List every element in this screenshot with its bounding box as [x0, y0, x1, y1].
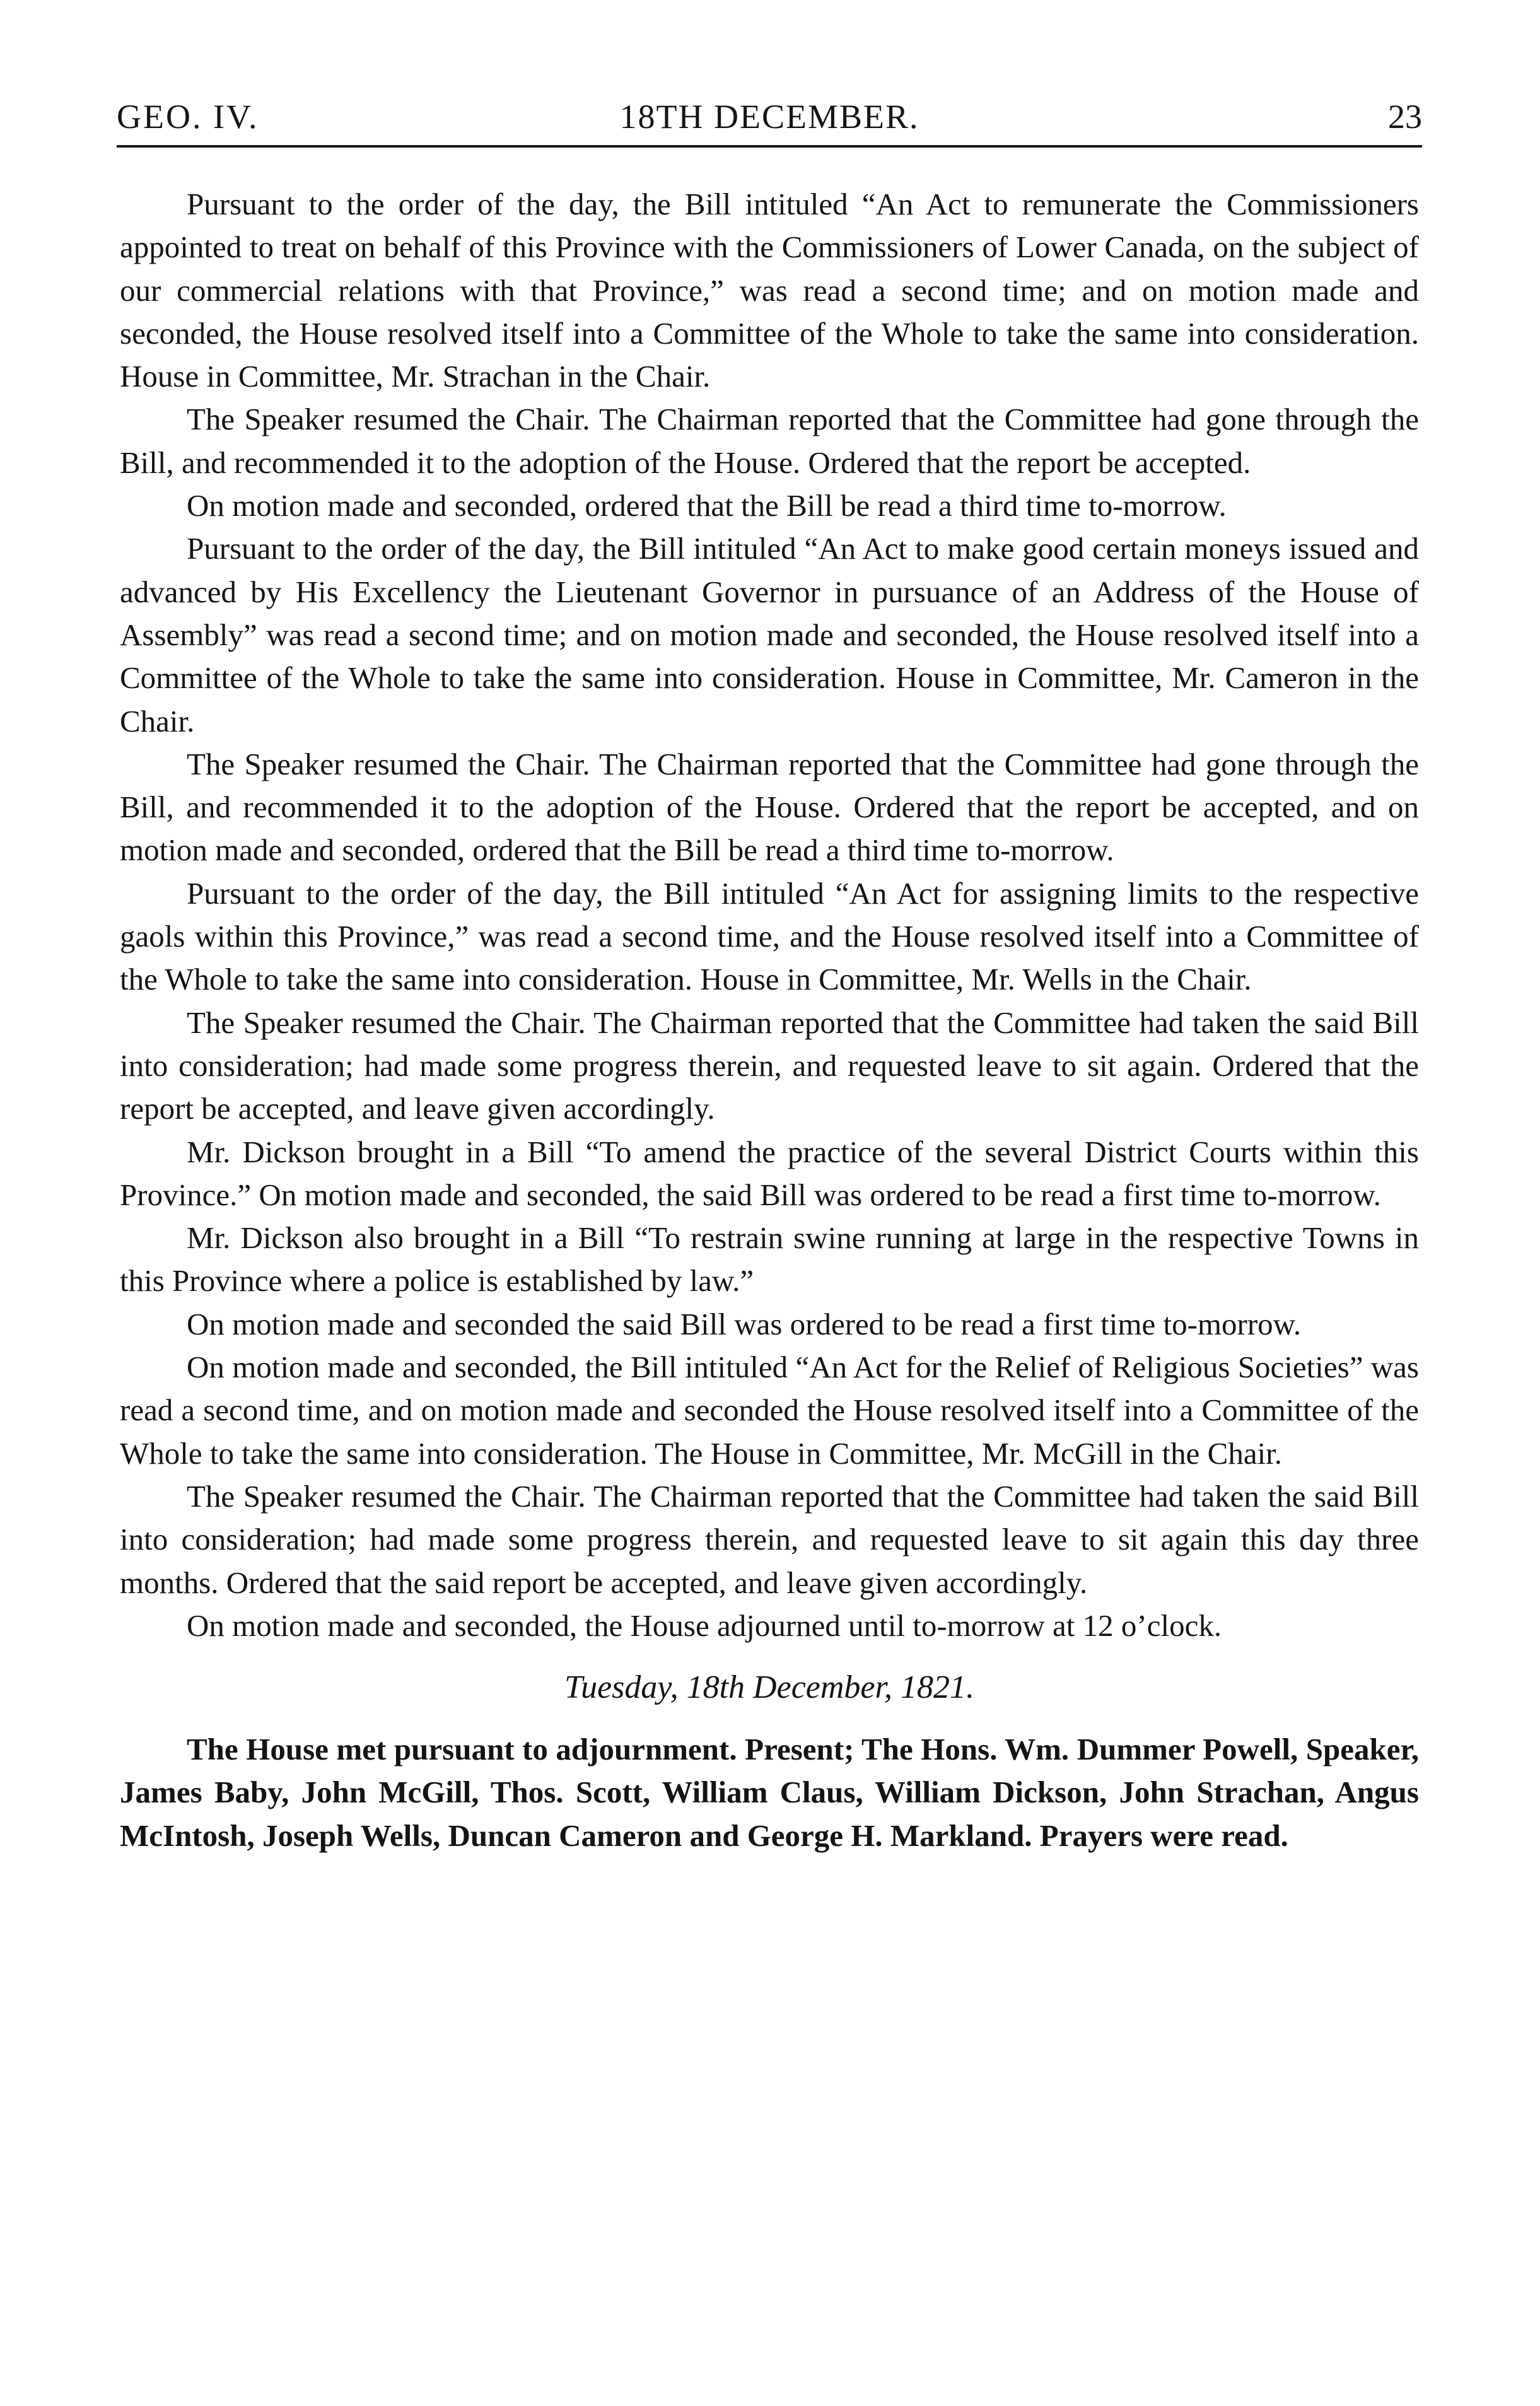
paragraph: On motion made and seconded, the Bill intituled “An Act for the Relief of Religious Societies” was read a second time, and on motion made and seconded the House resolved itself into a Committee of the Whole to take the same into consideration. The House in Committee, Mr. McGill in the Chair. [120, 1350, 1419, 1471]
paragraph: Pursuant to the order of the day, the Bill intituled “An Act to remunerate the Commissioners appointed to treat on behalf of this Province with the Commissioners of Lower Canada, on the subject of our commercial relations with that Province,” was read a second time; and on motion made and seconded, the House resolved itself into a Committee of the Whole to take the same into consideration. House in Committee, Mr. Strachan in the Chair. [120, 187, 1419, 394]
journal-body [120, 183, 1419, 1857]
paragraph: Mr. Dickson brought in a Bill “To amend the practice of the several District Courts within this Province.” On motion made and seconded, the said Bill was ordered to be read a first time to-morrow. [120, 1134, 1419, 1212]
closing-paragraph: The House met pursuant to adjournment. Present; The Hons. Wm. Dummer Powell, Speaker, James Baby, John McGill, Thos. Scott, William Claus, William Dickson, John Strachan, Angus McIntosh, Joseph Wells, Duncan Cameron and George H. Markland. Prayers were read. [120, 1732, 1419, 1853]
paragraph: The Speaker resumed the Chair. The Chairman reported that the Committee had gone through the Bill, and recommended it to the adoption of the House. Ordered that the report be accepted. [120, 402, 1419, 480]
paragraph: The Speaker resumed the Chair. The Chairman reported that the Committee had taken the said Bill into consideration; had made some progress therein, and requested leave to sit again. Ordered that the report be accepted, and leave given accordingly. [120, 1005, 1419, 1126]
page-number: 23 [1388, 98, 1422, 136]
paragraph: On motion made and seconded, the House adjourned until to-morrow at 12 o’clock. [187, 1608, 1222, 1643]
paragraph: The Speaker resumed the Chair. The Chairman reported that the Committee had taken the said Bill into consideration; had made some progress therein, and requested leave to sit again this day three months. Ordered that the said report be accepted, and leave given accordingly. [120, 1478, 1419, 1600]
paragraph: Mr. Dickson also brought in a Bill “To restrain swine running at large in the respective Towns in this Province where a police is established by law.” [120, 1220, 1419, 1299]
header-date: 18TH DECEMBER. [619, 98, 919, 136]
running-header [117, 88, 1422, 148]
date-heading: Tuesday, 18th December, 1821. [564, 1669, 974, 1706]
header-reign: GEO. IV. [117, 98, 259, 136]
paragraph: On motion made and seconded the said Bill was ordered to be read a first time to-morrow. [187, 1306, 1302, 1341]
paragraph: Pursuant to the order of the day, the Bill intituled “An Act to make good certain moneys issued and advanced by His Excellency the Lieutenant Governor in pursuance of an Address of the House of Assembly” was read a second time; and on motion made and seconded, the House resolved itself into a Committee of the Whole to take the same into consideration. House in Committee, Mr. Cameron in the Chair. [120, 531, 1419, 739]
paragraph: Pursuant to the order of the day, the Bill intituled “An Act for assigning limits to the respective gaols within this Province,” was read a second time, and the House resolved itself into a Committee of the Whole to take the same into consideration. House in Committee, Mr. Wells in the Chair. [120, 875, 1419, 997]
paragraph: On motion made and seconded, ordered that the Bill be read a third time to-morrow. [187, 488, 1227, 523]
date-heading-row [120, 1665, 1419, 1710]
paragraph: The Speaker resumed the Chair. The Chairman reported that the Committee had gone through the Bill, and recommended it to the adoption of the House. Ordered that the report be accepted, and on motion made and seconded, ordered that the Bill be read a third time to-morrow. [120, 746, 1419, 868]
